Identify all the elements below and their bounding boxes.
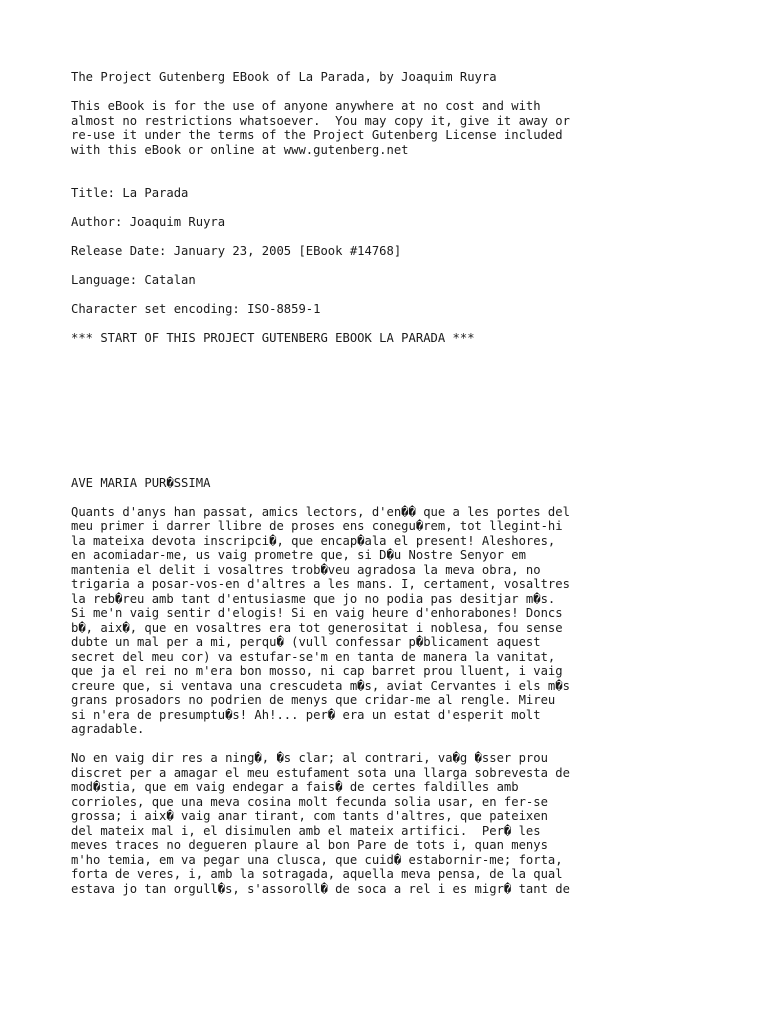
license-line: almost no restrictions whatsoever. You may copy it, give it away or [71, 113, 570, 128]
paragraph-line: secret del meu cor) va estufar-se'm en tanta de manera la vanitat, [71, 649, 556, 664]
license-paragraph [71, 99, 751, 157]
license-line: re-use it under the terms of the Project Gutenberg License included [71, 128, 563, 142]
meta-author: Author: Joaquim Ruyra [71, 215, 226, 229]
paragraph-line: No en vaig dir res a ning�, �s clar; al contrari, va�g �sser prou [71, 751, 548, 765]
paragraph-line: agradable. [71, 722, 145, 736]
paragraph-line: que ja el rei no m'era bon mosso, ni cap barret prou lluent, i vaig [71, 664, 563, 678]
meta-release-date: Release Date: January 23, 2005 [EBook #14768] [71, 244, 402, 258]
paragraph-line: creure que, si ventava una crescudeta m�s, aviat Cervantes i els m�s [71, 678, 570, 693]
paragraph-line: estava jo tan orgull�s, s'assoroll� de soca a rel i es migr� tant de [71, 881, 570, 896]
paragraph-line: del mateix mal i, el disimulen amb el mateix artifici. Per� les [71, 823, 541, 838]
paragraph-line: trigaria a posar-vos-en d'altres a les mans. I, certament, vosaltres [71, 577, 570, 591]
paragraph-line: mod�stia, que em vaig endegar a fais� de certes faldilles amb [71, 780, 519, 794]
paragraph-line: Quants d'anys han passat, amics lectors, d'en�� que a les portes del [71, 504, 570, 519]
chapter-heading: AVE MARIA PUR�SSIMA [71, 475, 211, 490]
paragraph-line: la reb�reu amb tant d'entusiasme que jo no podia pas desitjar m�s. [71, 591, 556, 606]
meta-language: Language: Catalan [71, 273, 196, 287]
start-marker: *** START OF THIS PROJECT GUTENBERG EBOOK LA PARADA *** [71, 331, 475, 345]
paragraph-line: meu primer i darrer llibre de proses ens conegu�rem, tot llegint-hi [71, 519, 563, 533]
paragraph-line: mantenia el delit i vosaltres trob�veu agradosa la meva obra, no [71, 562, 541, 577]
license-line: with this eBook or online at www.gutenberg.net [71, 142, 409, 157]
ebook-title-line: The Project Gutenberg EBook of La Parada, by Joaquim Ruyra [71, 70, 497, 84]
paragraph-line: grossa; i aix� vaig anar tirant, com tants d'altres, que pateixen [71, 809, 548, 823]
meta-encoding: Character set encoding: ISO-8859-1 [71, 302, 321, 316]
paragraph-line: si n'era de presumptu�s! Ah!... per� era un estat d'esperit molt [71, 707, 541, 722]
paragraph-line: grans prosadors no podrien de menys que cridar-me al rengle. Mireu [71, 693, 556, 707]
body-paragraph [71, 505, 751, 737]
paragraph-line: m'ho temia, em va pegar una clusca, que cuid� estabornir-me; forta, [71, 852, 563, 867]
paragraph-line: dubte un mal per a mi, perqu� (vull confessar p�blicament aquest [71, 635, 541, 649]
meta-title: Title: La Parada [71, 186, 189, 200]
license-line: This eBook is for the use of anyone anywhere at no cost and with [71, 99, 541, 113]
paragraph-line: discret per a amagar el meu estufament sota una llarga sobrevesta de [71, 765, 570, 780]
paragraph-line: la mateixa devota inscripci�, que encap�ala el present! Aleshores, [71, 533, 556, 548]
paragraph-line: corrioles, que una meva cosina molt fecunda solia usar, en fer-se [71, 794, 548, 809]
paragraph-line: en acomiadar-me, us vaig prometre que, si D�u Nostre Senyor em [71, 548, 526, 562]
ebook-text-page [71, 70, 751, 896]
paragraph-line: meves traces no degueren plaure al bon Pare de tots i, quan menys [71, 838, 548, 852]
paragraph-line: b�, aix�, que en vosaltres era tot generositat i noblesa, fou sense [71, 620, 563, 635]
body-paragraph [71, 751, 751, 896]
paragraph-line: forta de veres, i, amb la sotragada, aquella meva pensa, de la qual [71, 867, 563, 881]
paragraph-line: Si me'n vaig sentir d'elogis! Si en vaig heure d'enhorabones! Doncs [71, 606, 563, 620]
